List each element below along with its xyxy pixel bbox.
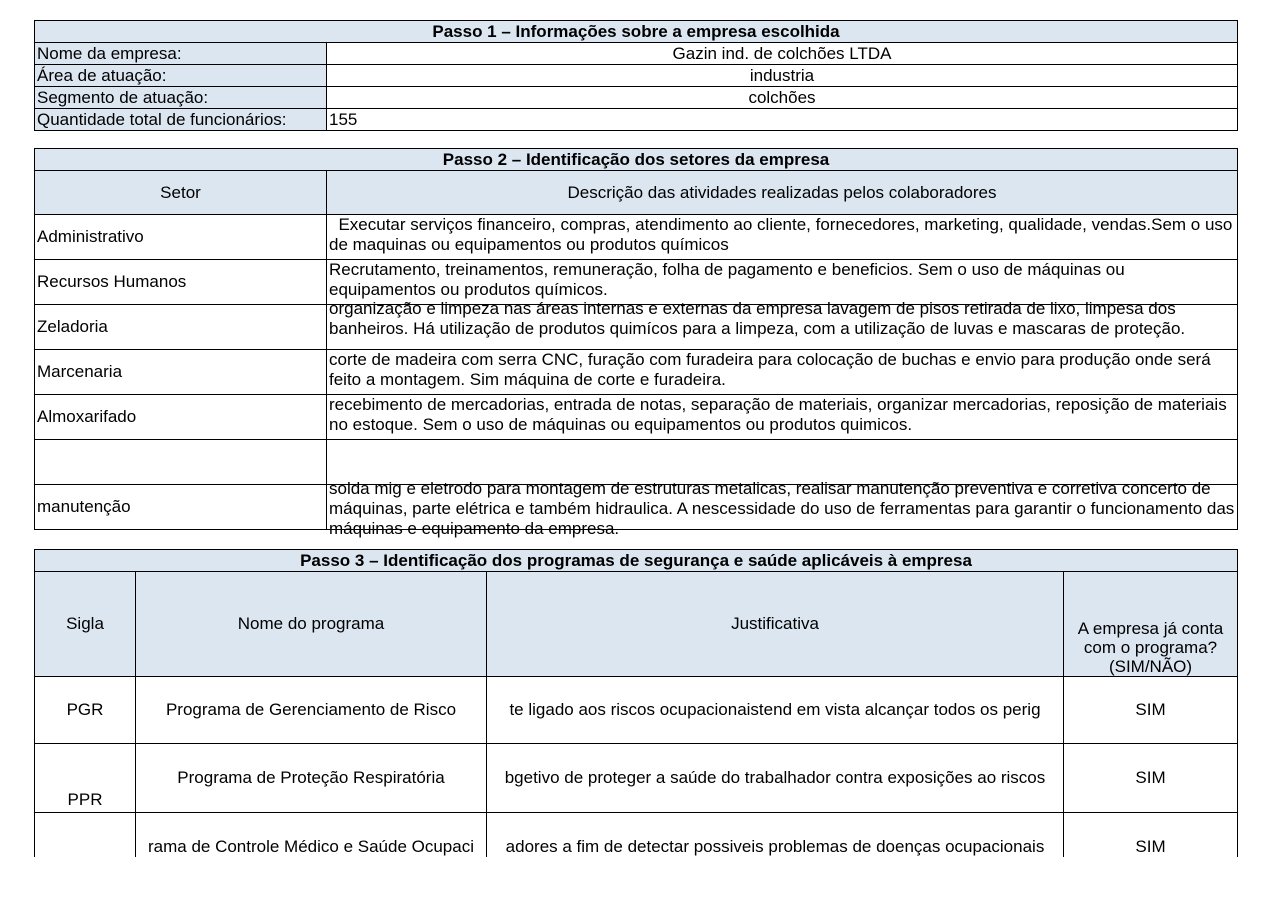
table-row — [35, 109, 1238, 131]
company-name-label: Nome da empresa: — [35, 43, 327, 65]
col-nome-header: Nome do programa — [136, 572, 487, 677]
desc-cell — [327, 350, 1238, 395]
table-row — [35, 395, 1238, 440]
setor-cell: Recursos Humanos — [35, 260, 327, 305]
table-row — [35, 440, 1238, 485]
setor-cell: Marcenaria — [35, 350, 327, 395]
table-row — [35, 260, 1238, 305]
table-row — [35, 215, 1238, 260]
passo1-table — [34, 20, 1238, 131]
table-row — [35, 813, 1238, 858]
just-cell: adores a fim de detectar possiveis problemas de doenças ocupacionais — [487, 813, 1064, 858]
passo1-title: Passo 1 – Informações sobre a empresa escolhida — [35, 21, 1238, 43]
setor-cell: manutenção — [35, 485, 327, 530]
desc-text — [329, 440, 1235, 484]
company-name-value: Gazin ind. de colchões LTDA — [327, 43, 1238, 65]
table-row — [35, 744, 1238, 813]
desc-cell — [327, 395, 1238, 440]
passo2-table — [34, 148, 1238, 538]
just-cell: bgetivo de proteger a saúde do trabalhador contra exposições ao riscos — [487, 744, 1064, 813]
nome-cell: Programa de Proteção Respiratória — [136, 744, 487, 813]
nome-cell: rama de Controle Médico e Saúde Ocupaci — [136, 813, 487, 858]
setor-cell: Zeladoria — [35, 305, 327, 350]
table-row — [35, 305, 1238, 350]
setor-cell: Administrativo — [35, 215, 327, 260]
segment-value: colchões — [327, 87, 1238, 109]
desc-text: organização e limpeza nas áreas internas e externas da empresa lavagem de pisos retirada de lixo, limpesa dos banheiros. Há utilização de produtos quimícos para a limpeza, com a utilização de luvas e mascaras de proteção. — [329, 299, 1186, 338]
desc-cell — [327, 215, 1238, 260]
just-cell: te ligado aos riscos ocupacionaistend em vista alcançar todos os perig — [487, 677, 1064, 744]
table-row — [35, 87, 1238, 109]
col-just-header: Justificativa — [487, 572, 1064, 677]
desc-text: solda mig e eletrodo para montagem de estruturas metalicas, realisar manutenção preventiva e corretiva concerto de máquinas, parte elétrica e também hidraulica. A nescessidade do uso de ferramentas para garantir o funcionamento das máquinas e equipamento da empresa. — [329, 479, 1235, 538]
area-label: Área de atuação: — [35, 65, 327, 87]
desc-cell — [327, 260, 1238, 305]
setor-cell: Almoxarifado — [35, 395, 327, 440]
col-desc-header: Descrição das atividades realizadas pelos colaboradores — [327, 171, 1238, 215]
segment-label: Segmento de atuação: — [35, 87, 327, 109]
desc-text: Recrutamento, treinamentos, remuneração, folha de pagamento e beneficios. Sem o uso de máquinas ou equipamentos ou produtos químicos. — [329, 260, 1125, 299]
sigla-cell: PGR — [35, 677, 136, 744]
conta-cell: SIM — [1064, 677, 1238, 744]
sigla-cell: PPR — [35, 744, 136, 813]
col-conta-header: A empresa já conta com o programa? (SIM/NÃO) — [1064, 572, 1238, 677]
desc-cell — [327, 440, 1238, 485]
col-sigla-header: Sigla — [35, 572, 136, 677]
conta-cell: SIM — [1064, 744, 1238, 813]
table-row — [35, 43, 1238, 65]
col-setor-header: Setor — [35, 171, 327, 215]
desc-cell — [327, 299, 1238, 350]
area-value: industria — [327, 65, 1238, 87]
desc-text: corte de madeira com serra CNC, furação com furadeira para colocação de buchas e envio para produção onde será feito a montagem. Sim máquina de corte e furadeira. — [329, 350, 1211, 389]
employees-label: Quantidade total de funcionários: — [35, 109, 327, 131]
passo2-title: Passo 2 – Identificação dos setores da empresa — [35, 149, 1238, 171]
table-row — [35, 350, 1238, 395]
table-row — [35, 485, 1238, 530]
setor-cell — [35, 440, 327, 485]
desc-cell — [327, 479, 1238, 538]
desc-text: recebimento de mercadorias, entrada de notas, separação de materiais, organizar mercadorias, reposição de materiais no estoque. Sem o uso de máquinas ou equipamentos ou produtos quimicos. — [329, 395, 1227, 434]
desc-text: Executar serviços financeiro, compras, atendimento ao cliente, fornecedores, marketing, qualidade, vendas.Sem o uso de maquinas ou equipamentos ou produtos químicos — [329, 215, 1238, 254]
employees-value: 155 — [327, 109, 1238, 131]
conta-cell: SIM — [1064, 813, 1238, 858]
table-row — [35, 677, 1238, 744]
sigla-cell — [35, 813, 136, 858]
passo3-title: Passo 3 – Identificação dos programas de segurança e saúde aplicáveis à empresa — [35, 550, 1238, 572]
passo3-table — [34, 549, 1238, 857]
table-row — [35, 65, 1238, 87]
nome-cell: Programa de Gerenciamento de Risco — [136, 677, 487, 744]
